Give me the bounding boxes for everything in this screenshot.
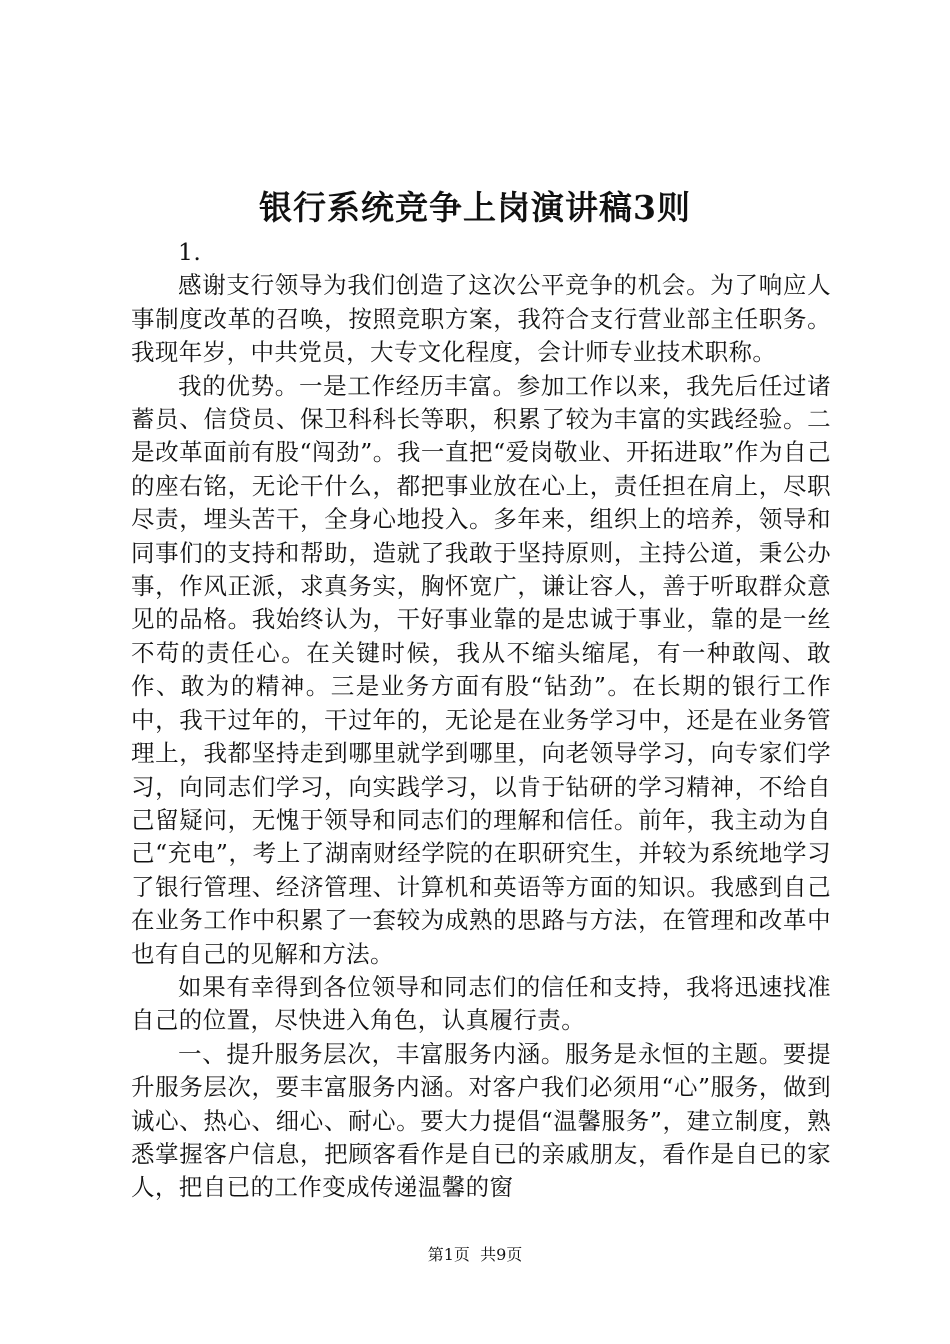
paragraph-service: 一、提升服务层次，丰富服务内涵。服务是永恒的主题。要提升服务层次，要丰富服务内涵。对客户我们必须用“心”服务，做到诚心、热心、细心、耐心。要大力提倡“温馨服务”，建立制度，熟悉掌握客户信息，把顾客看作是自已的亲戚朋友，看作是自已的家人，把自已的工作变成传递温馨的窗: [131, 1039, 831, 1202]
document-body: [131, 236, 831, 1205]
section-number: 1.: [178, 238, 202, 266]
page-number: 第1页: [427, 1245, 470, 1264]
paragraph-strengths: 我的优势。一是工作经历丰富。参加工作以来，我先后任过诸蓄员、信贷员、保卫科科长等职，积累了较为丰富的实践经验。二是改革面前有股“闯劲”。我一直把“爱岗敬业、开拓进取”作为自己的座右铭，无论干什么，都把事业放在心上，责任担在肩上，尽职尽责，埋头苦干，全身心地投入。多年来，组织上的培养，领导和同事们的支持和帮助，造就了我敢于坚持原则，主持公道，秉公办事，作风正派，求真务实，胸怀宽广，谦让容人，善于听取群众意见的品格。我始终认为，干好事业靠的是忠诚于事业，靠的是一丝不苟的责任心。在关键时候，我从不缩头缩尾，有一种敢闯、敢作、敢为的精神。三是业务方面有股“钻劲”。在长期的银行工作中，我干过年的，干过年的，无论是在业务学习中，还是在业务管理上，我都坚持走到哪里就学到哪里，向老领导学习，向专家们学习，向同志们学习，向实践学习，以肯于钻研的学习精神，不给自己留疑问，无愧于领导和同志们的理解和信任。前年，我主动为自己“充电”，考上了湖南财经学院的在职研究生，并较为系统地学习了银行管理、经济管理、计算机和英语等方面的知识。我感到自己在业务工作中积累了一套较为成熟的思路与方法，在管理和改革中也有自己的见解和方法。: [131, 371, 831, 968]
paragraph-intro: 感谢支行领导为我们创造了这次公平竞争的机会。为了响应人事制度改革的召唤，按照竞职方案，我符合支行营业部主任职务。我现年岁，中共党员，大专文化程度，会计师专业技术职称。: [131, 271, 831, 367]
paragraph-commitment: 如果有幸得到各位领导和同志们的信任和支持，我将迅速找准自己的位置，尽快进入角色，认真履行责。: [131, 972, 831, 1035]
page-total: 共9页: [480, 1245, 523, 1264]
page-footer: [0, 1244, 950, 1266]
document-title: 银行系统竞争上岗演讲稿3则: [259, 188, 691, 227]
